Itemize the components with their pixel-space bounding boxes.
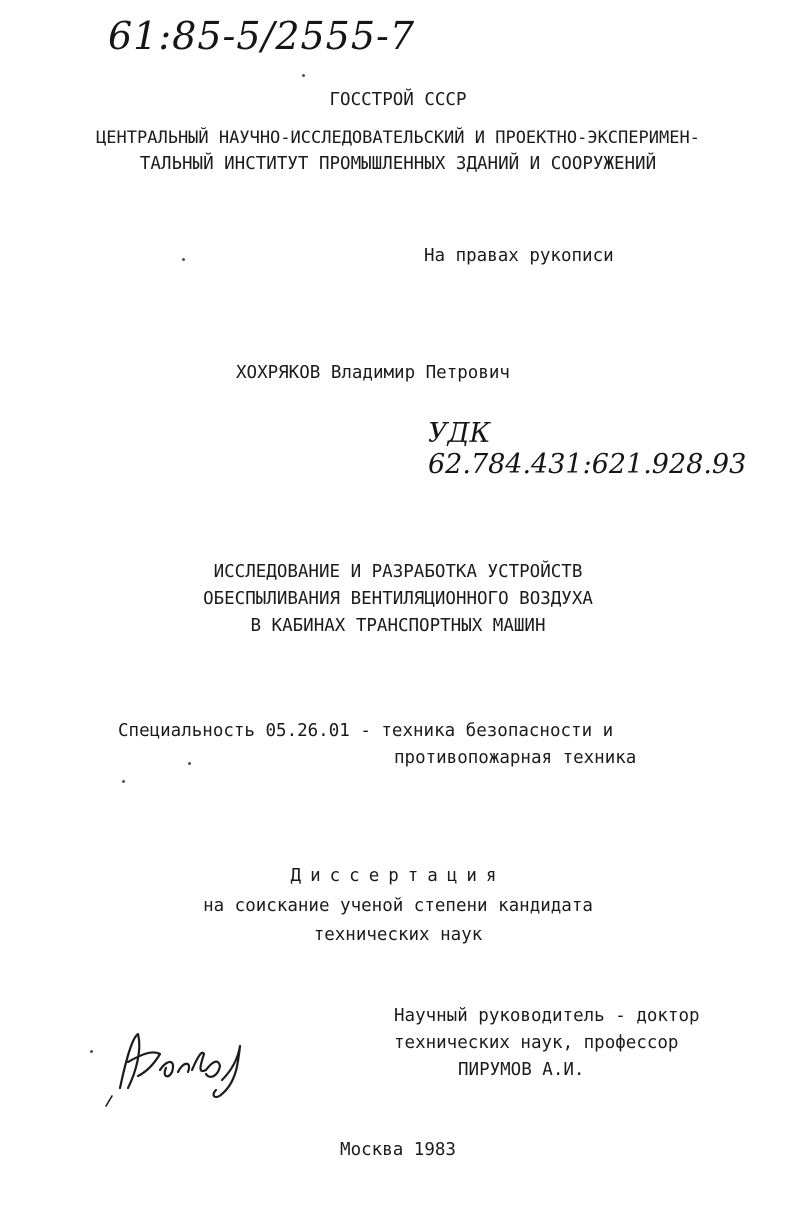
supervisor-line-2: технических наук, профессор	[394, 1033, 679, 1053]
specialty-line-1: Специальность 05.26.01 - техника безопасности и	[118, 721, 614, 741]
supervisor-line-1: Научный руководитель - доктор	[394, 1006, 700, 1026]
place-and-year: Москва 1983	[340, 1140, 456, 1160]
org-line-2: ЦЕНТРАЛЬНЫЙ НАУЧНО-ИССЛЕДОВАТЕЛЬСКИЙ И ПРОЕКТНО-ЭКСПЕРИМЕН-	[96, 128, 700, 148]
title-line-3: В КАБИНАХ ТРАНСПОРТНЫХ МАШИН	[250, 616, 546, 636]
speck	[188, 762, 191, 765]
speck	[122, 780, 125, 783]
specialty-line-2: противопожарная техника	[394, 748, 637, 768]
speck	[302, 74, 305, 77]
handwritten-udc: УДК 62.784.431:621.928.93	[428, 418, 747, 480]
title-line-2: ОБЕСПЫЛИВАНИЯ ВЕНТИЛЯЦИОННОГО ВОЗДУХА	[203, 589, 593, 609]
handwritten-archive-number: 61:85-5/2555-7	[108, 14, 416, 58]
author-name: ХОХРЯКОВ Владимир Петрович	[236, 363, 510, 383]
dissertation-line-2: на соискание ученой степени кандидата	[203, 896, 593, 916]
org-line-3: ТАЛЬНЫЙ ИНСТИТУТ ПРОМЫШЛЕННЫХ ЗДАНИЙ И СООРУЖЕНИЙ	[139, 154, 657, 174]
title-line-1: ИССЛЕДОВАНИЕ И РАЗРАБОТКА УСТРОЙСТВ	[213, 562, 583, 582]
dissertation-word: Диссертация	[290, 866, 506, 886]
speck	[90, 1050, 93, 1053]
rights-note: На правах рукописи	[424, 246, 614, 266]
author-signature	[98, 1010, 258, 1110]
dissertation-line-3: технических наук	[313, 925, 483, 945]
org-line-1: ГОССТРОЙ СССР	[329, 90, 467, 110]
speck	[182, 258, 185, 261]
supervisor-line-3: ПИРУМОВ А.И.	[458, 1060, 585, 1080]
